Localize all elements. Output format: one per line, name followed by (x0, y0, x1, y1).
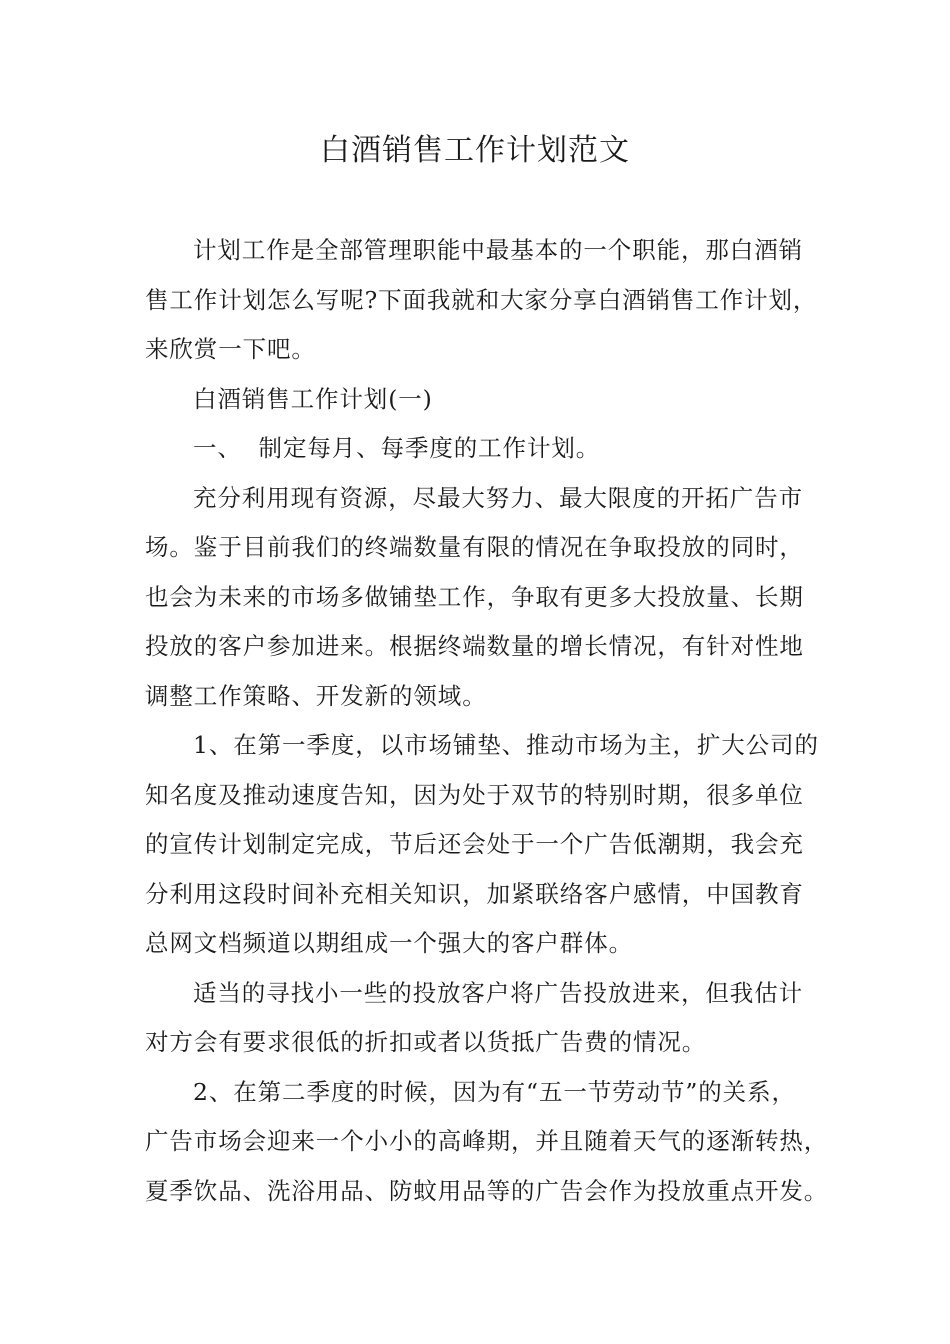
text-line: 总网文档频道以期组成一个强大的客户群体。 (145, 929, 633, 957)
text-line: 售工作计划怎么写呢?下面我就和大家分享白酒销售工作计划， (145, 285, 818, 314)
text-line: 一、 制定每月、每季度的工作计划。 (193, 434, 601, 462)
text-line: 广告市场会迎来一个小小的高峰期，并且随着天气的逐渐转热， (145, 1127, 829, 1155)
paragraph-second-quarter (145, 1068, 829, 1217)
text-line: 投放的客户参加进来。根据终端数量的增长情况，有针对性地 (145, 632, 804, 660)
document-body (145, 226, 829, 1216)
text-line: 调整工作策略、开发新的领域。 (145, 681, 487, 710)
text-line: 分利用这段时间补充相关知识，加紧联络客户感情，中国教育 (145, 879, 804, 908)
text-line: 知名度及推动速度告知，因为处于双节的特别时期，很多单位 (145, 780, 804, 809)
paragraph-intro (145, 226, 818, 375)
text-line: 场。鉴于目前我们的终端数量有限的情况在争取投放的同时， (145, 533, 804, 561)
paragraph-resources (145, 474, 811, 722)
section-heading (145, 375, 811, 425)
text-line: 1、在第一季度，以市场铺垫、推动市场为主，扩大公司的 (193, 731, 819, 759)
text-line: 2、在第二季度的时候，因为有“五一节劳动节”的关系， (193, 1077, 796, 1106)
text-line: 白酒销售工作计划(一) (193, 384, 433, 413)
text-line: 也会为未来的市场多做铺垫工作，争取有更多大投放量、长期 (145, 582, 804, 611)
text-line: 对方会有要求很低的折扣或者以货抵广告费的情况。 (145, 1028, 707, 1056)
document-title: 白酒销售工作计划范文 (320, 133, 630, 168)
subsection-heading (145, 424, 811, 474)
text-line: 充分利用现有资源，尽最大努力、最大限度的开拓广告市 (193, 483, 803, 512)
paragraph-first-quarter (145, 721, 819, 969)
text-line: 来欣赏一下吧。 (145, 335, 316, 363)
text-line: 夏季饮品、洗浴用品、防蚊用品等的广告会作为投放重点开发。 (145, 1176, 829, 1205)
text-line: 计划工作是全部管理职能中最基本的一个职能，那白酒销 (193, 236, 803, 264)
text-line: 的宣传计划制定完成，节后还会处于一个广告低潮期，我会充 (145, 830, 804, 858)
paragraph-small-clients (145, 969, 811, 1068)
text-line: 适当的寻找小一些的投放客户将广告投放进来，但我估计 (193, 978, 803, 1007)
